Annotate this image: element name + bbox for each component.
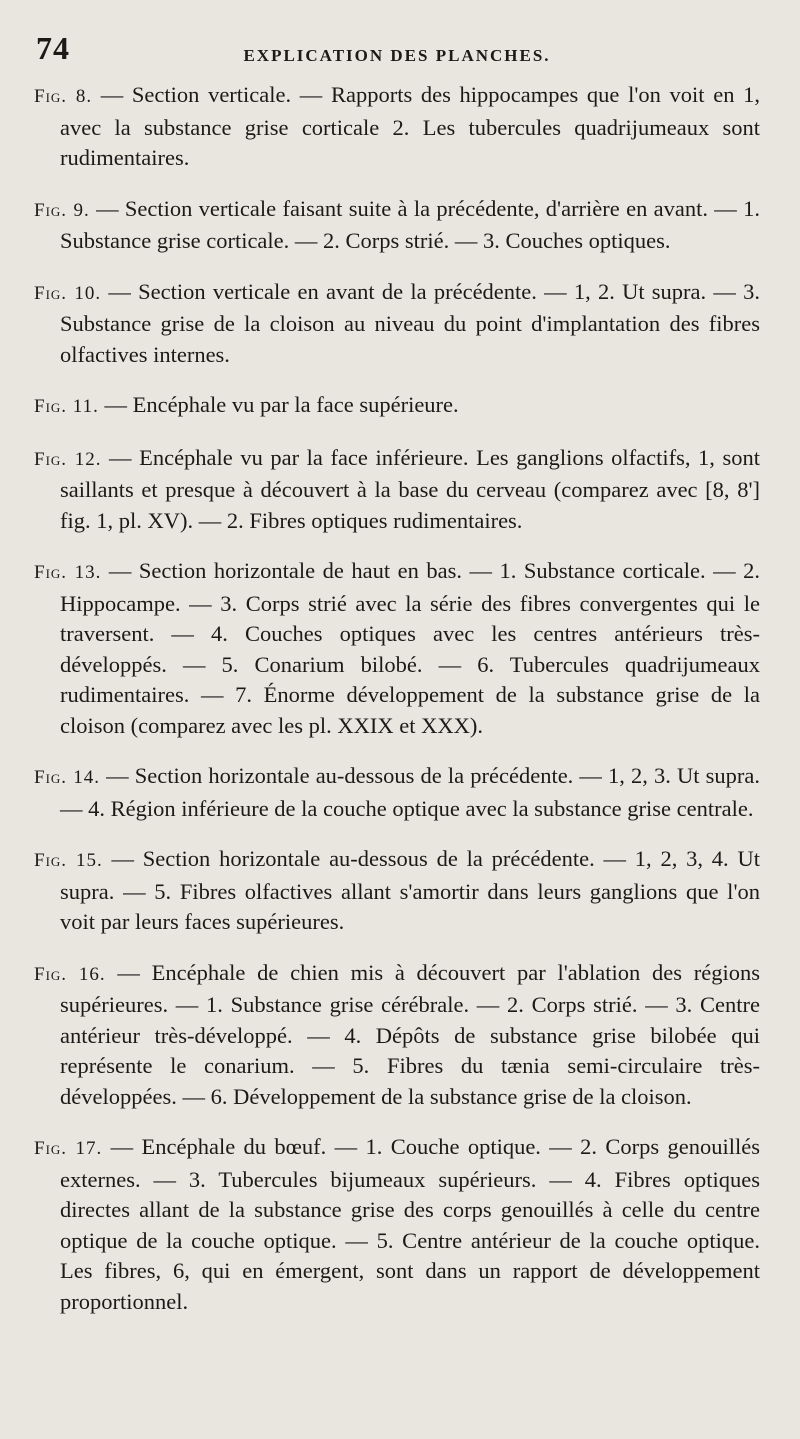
- caption-fig-11: [34, 390, 760, 423]
- figure-label: Fig. 8.: [34, 86, 93, 107]
- caption-fig-10: [34, 277, 760, 371]
- caption-fig-12: [34, 443, 760, 537]
- figure-label: Fig. 11.: [34, 396, 99, 417]
- page-number: 74: [36, 30, 70, 66]
- caption-text: — Encéphale de chien mis à découvert par l'ablation des régions supérieures. — 1. Substance grise cérébrale. — 2. Corps strié. — 3. Centre antérieur très-développé. — 4. Dépôts de substance grise bilobée qui représente le conarium. — 5. Fibres du tænia semi-circulaire très-développées. — 6. Développement de la substance grise de la cloison.: [60, 959, 761, 1109]
- figure-label: Fig. 16.: [34, 963, 106, 985]
- caption-text: — Section horizontale au-dessous de la précédente. — 1, 2, 3, 4. Ut supra. — 5. Fibres olfactives allant s'amortir dans leurs ganglions que l'on voit par leurs faces supérieures.: [60, 846, 760, 934]
- figure-label: Fig. 14.: [34, 767, 101, 788]
- caption-text: — Encéphale vu par la face supérieure.: [104, 392, 459, 417]
- caption-fig-9: [34, 194, 760, 257]
- caption-text: — Encéphale vu par la face inférieure. Les ganglions olfactifs, 1, sont saillants et presque à découvert à la base du cerveau (comparez avec [8, 8'] fig. 1, pl. XV). — 2. Fibres optiques rudimentaires.: [60, 444, 760, 533]
- figure-label: Fig. 17.: [34, 1138, 103, 1159]
- caption-fig-13: [34, 556, 760, 741]
- caption-text: — Section verticale. — Rapports des hippocampes que l'on voit en 1, avec la substance grise corticale 2. Les tubercules quadrijumeaux sont rudimentaires.: [60, 82, 760, 170]
- caption-text: — Section verticale faisant suite à la précédente, d'arrière en avant. — 1. Substance grise corticale. — 2. Corps strié. — 3. Couches optiques.: [60, 195, 760, 253]
- figure-label: Fig. 10.: [34, 282, 102, 304]
- figure-label: Fig. 15.: [34, 850, 103, 871]
- caption-fig-16: [34, 958, 760, 1113]
- figure-label: Fig. 9.: [34, 199, 90, 221]
- figure-label: Fig. 13.: [34, 562, 102, 583]
- caption-fig-14: [34, 761, 760, 824]
- figure-label: Fig. 12.: [34, 448, 102, 470]
- page-header: [34, 18, 760, 78]
- caption-fig-17: [34, 1132, 760, 1317]
- running-head: EXPLICATION DES PLANCHES.: [243, 46, 551, 65]
- caption-fig-15: [34, 844, 760, 938]
- caption-text: — Section verticale en avant de la précédente. — 1, 2. Ut supra. — 3. Substance grise de la cloison au niveau du point d'implantation des fibres olfactives internes.: [60, 278, 760, 367]
- caption-text: — Encéphale du bœuf. — 1. Couche optique. — 2. Corps genouillés externes. — 3. Tubercules bijumeaux supérieurs. — 4. Fibres optiques directes allant de la substance grise des corps genouillés à celle du centre optique de la couche optique. — 5. Centre antérieur de la couche optique. Les fibres, 6, qui en émergent, sont dans un rapport de développement proportionnel.: [60, 1134, 760, 1314]
- figure-captions: [34, 80, 760, 1337]
- caption-text: — Section horizontale au-dessous de la précédente. — 1, 2, 3. Ut supra. — 4. Région inférieure de la couche optique avec la substance grise centrale.: [60, 763, 760, 821]
- caption-fig-8: [34, 80, 760, 174]
- caption-text: — Section horizontale de haut en bas. — 1. Substance corticale. — 2. Hippocampe. — 3. Corps strié avec la série des fibres convergentes qui le traversent. — 4. Couches optiques avec les centres antérieurs très-développés. — 5. Conarium bilobé. — 6. Tubercules quadrijumeaux rudimentaires. — 7. Énorme développement de la substance grise de la cloison (comparez avec les pl. XXIX et XXX).: [60, 558, 760, 738]
